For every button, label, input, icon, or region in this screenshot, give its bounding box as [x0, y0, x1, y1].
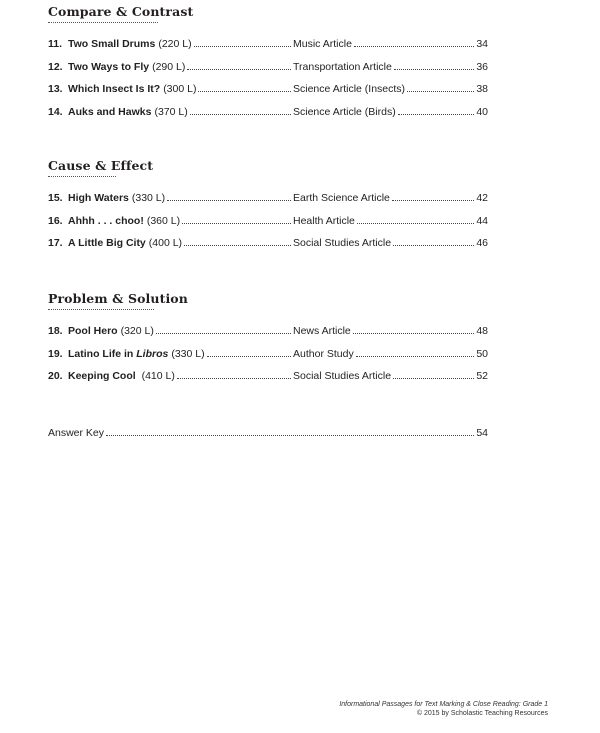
entry-genre: Earth Science Article	[293, 192, 390, 204]
toc-entry[interactable]	[48, 37, 488, 60]
dot-leader	[394, 69, 474, 70]
entry-lexile: (290 L)	[152, 60, 186, 73]
entry-number: 15.	[48, 192, 63, 204]
page-footer	[339, 700, 548, 718]
entry-page: 46	[476, 237, 488, 249]
entry-page: 38	[476, 83, 488, 95]
dot-leader	[357, 223, 474, 224]
dot-leader	[182, 223, 291, 224]
entry-page: 52	[476, 370, 488, 382]
entry-page: 50	[476, 347, 488, 360]
dot-leader	[356, 356, 475, 357]
entry-lexile: (320 L)	[120, 325, 154, 337]
entry-title-text: Latino Life in	[68, 347, 134, 360]
dot-leader	[392, 200, 474, 201]
entry-genre: Social Studies Article	[293, 370, 392, 382]
dot-leader	[177, 378, 291, 379]
answer-key-label: Answer Key	[48, 427, 105, 439]
dot-leader	[354, 46, 474, 47]
answer-key-page: 54	[476, 427, 488, 439]
section-heading: Cause & Effect	[48, 158, 154, 173]
entry-number: 18.	[48, 325, 63, 337]
entry-page: 36	[476, 60, 488, 73]
entry-genre: Author Study	[293, 347, 354, 360]
entry-title: Keeping Cool	[68, 370, 136, 382]
dot-leader	[353, 333, 475, 334]
dot-leader	[106, 435, 474, 436]
dot-leader	[198, 91, 291, 92]
entry-page: 40	[476, 105, 488, 118]
entry-number: 20.	[48, 370, 63, 382]
dot-leader	[207, 356, 291, 357]
dot-leader	[167, 200, 291, 201]
entry-title: Pool Hero	[68, 325, 118, 337]
entry-number: 16.	[48, 214, 63, 227]
section-compare-contrast	[48, 4, 488, 127]
toc-entry[interactable]	[48, 105, 488, 128]
toc-entry[interactable]	[48, 214, 488, 237]
entry-lexile: (410 L)	[138, 370, 175, 382]
dot-leader	[393, 245, 474, 246]
entry-page: 44	[476, 214, 488, 227]
entry-title: A Little Big City	[68, 237, 146, 249]
entry-genre: Transportation Article	[293, 60, 392, 73]
toc-entry[interactable]	[48, 60, 488, 83]
heading-underline	[48, 22, 158, 23]
entry-genre: Music Article	[293, 38, 352, 50]
dot-leader	[393, 378, 474, 379]
dot-leader	[187, 69, 291, 70]
entry-lexile: (330 L)	[131, 192, 166, 204]
entry-genre: Social Studies Article	[293, 237, 392, 249]
toc-entry[interactable]	[48, 82, 488, 105]
entry-title	[68, 347, 168, 361]
dot-leader	[407, 91, 474, 92]
entry-page: 34	[476, 38, 488, 50]
entry-number: 11.	[48, 38, 63, 50]
entry-genre: Science Article (Insects)	[293, 83, 406, 95]
footer-book-title: Informational Passages for Text Marking & Close Reading: Grade 1	[339, 701, 548, 708]
toc-entry[interactable]	[48, 191, 488, 214]
dot-leader	[398, 114, 475, 115]
section-cause-effect	[48, 158, 488, 259]
entry-lexile: (370 L)	[154, 105, 188, 118]
footer-copyright: © 2015 by Scholastic Teaching Resources	[416, 710, 548, 717]
entry-page: 48	[476, 325, 488, 337]
heading-underline	[48, 309, 154, 310]
entry-lexile: (360 L)	[146, 214, 181, 227]
toc-entry[interactable]	[48, 347, 488, 370]
toc-entry[interactable]	[48, 324, 488, 347]
entry-lexile: (330 L)	[171, 347, 205, 360]
heading-underline	[48, 176, 116, 177]
dot-leader	[190, 114, 291, 115]
entry-number: 17.	[48, 237, 63, 249]
toc-entry[interactable]	[48, 369, 488, 392]
toc-entry[interactable]	[48, 236, 488, 259]
entry-genre: Health Article	[293, 214, 355, 227]
dot-leader	[194, 46, 291, 47]
entry-page: 42	[476, 192, 488, 204]
entry-title: High Waters	[68, 192, 129, 204]
entry-title: Two Small Drums	[68, 38, 156, 50]
entry-number: 13.	[48, 83, 63, 95]
section-heading: Compare & Contrast	[48, 4, 194, 19]
entry-title: Two Ways to Fly	[68, 60, 150, 73]
entry-lexile: (400 L)	[148, 237, 183, 249]
entry-title: Auks and Hawks	[68, 105, 152, 118]
entry-genre: Science Article (Birds)	[293, 105, 396, 118]
entry-lexile: (300 L)	[163, 83, 197, 95]
entry-lexile: (220 L)	[158, 38, 192, 50]
section-heading: Problem & Solution	[48, 291, 188, 306]
entry-number: 14.	[48, 105, 63, 118]
entry-title: Which Insect Is It?	[68, 83, 161, 95]
dot-leader	[156, 333, 291, 334]
section-problem-solution	[48, 291, 488, 392]
entry-number: 19.	[48, 347, 63, 360]
answer-key-entry[interactable]	[48, 427, 488, 439]
entry-number: 12.	[48, 60, 63, 73]
entry-title-italic: Libros	[136, 347, 169, 360]
dot-leader	[184, 245, 291, 246]
entry-title: Ahhh . . . choo!	[68, 214, 144, 227]
entry-genre: News Article	[293, 325, 351, 337]
